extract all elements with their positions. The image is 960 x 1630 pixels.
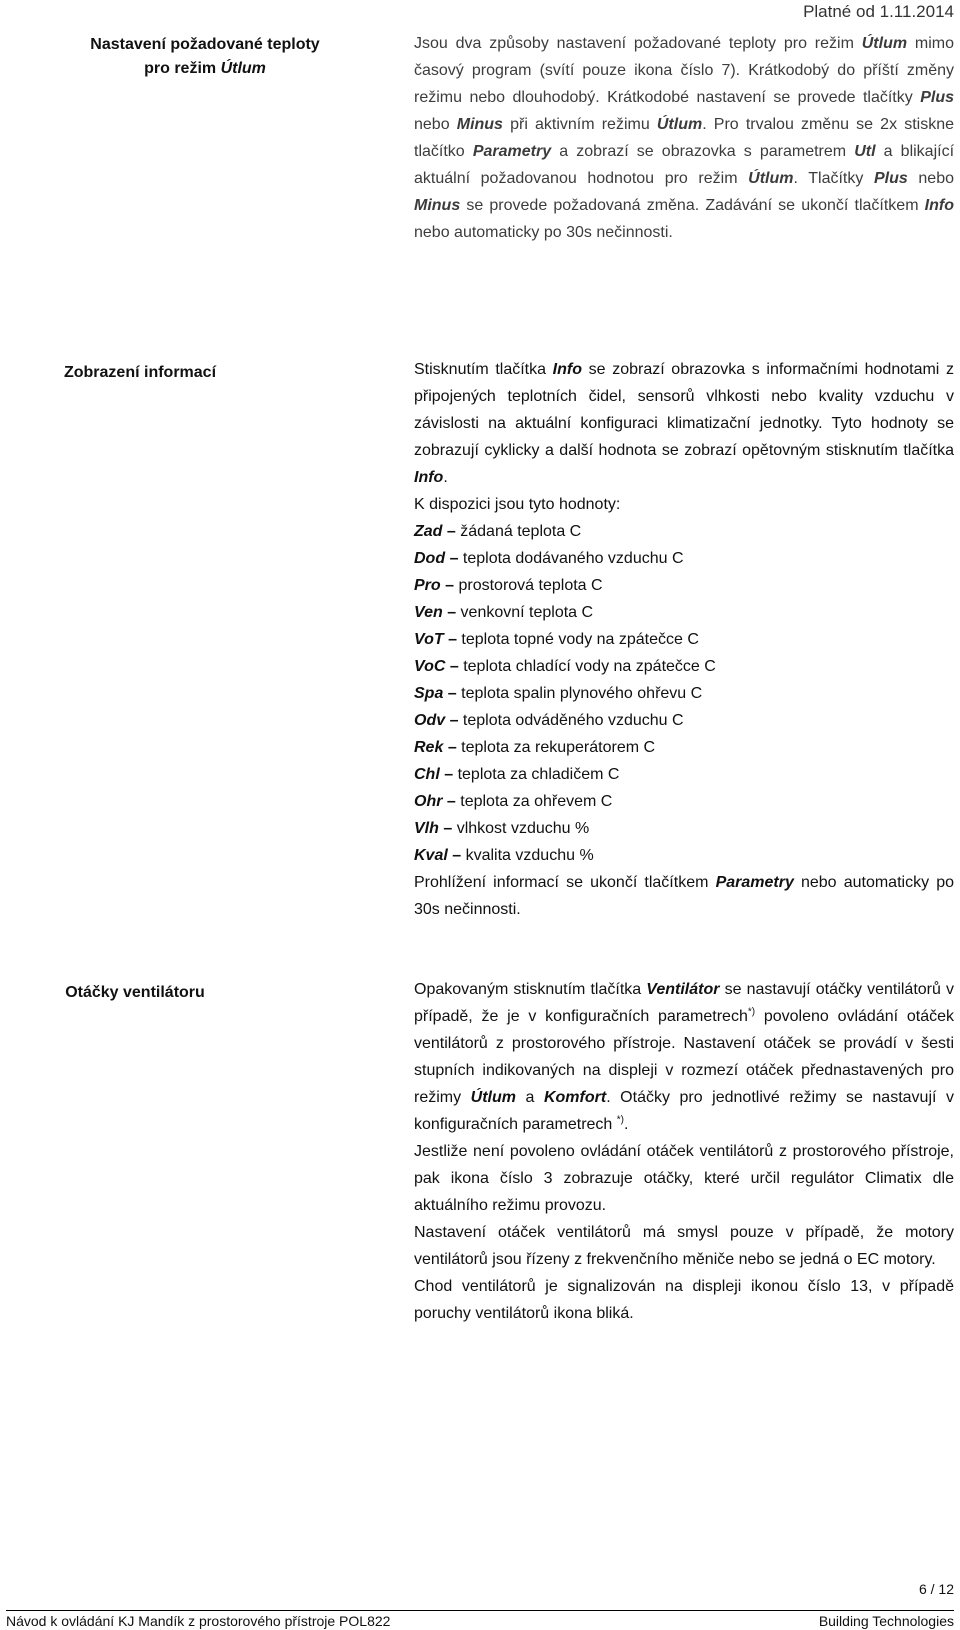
values-list	[414, 518, 954, 869]
value-item: Spa – teplota spalin plynového ohřevu C	[414, 685, 703, 702]
value-item: Ven – venkovní teplota C	[414, 604, 594, 621]
footer-document-title: Návod k ovládání KJ Mandík z prostorového přístroje POL822	[6, 1613, 391, 1629]
section-body-fan	[414, 976, 954, 1327]
value-item: Ohr – teplota za ohřevem C	[414, 793, 613, 810]
section-title-info: Zobrazení informací	[63, 364, 217, 381]
footer-divider	[6, 1610, 954, 1611]
info-closing-paragraph: Prohlížení informací se ukončí tlačítkem Parametry nebo automaticky po 30s nečinnosti.	[414, 874, 954, 918]
value-item: Chl – teplota za chladičem C	[414, 766, 620, 783]
info-paragraph: Stisknutím tlačítka Info se zobrazí obrazovka s informačními hodnotami z připojených teplotních čidel, sensorů vlhkosti nebo kvality vzduchu v závislosti na aktuální konfiguraci klimatizační jednotky. Tyto hodnoty se zobrazují cyklicky a další hodnota se zobrazí opětovným stisknutím tlačítka Info.	[414, 361, 954, 486]
value-item: Odv – teplota odváděného vzduchu C	[414, 712, 684, 729]
fan-paragraph-1: Opakovaným stisknutím tlačítka Ventilátor se nastavují otáčky ventilátorů v případě, že je v konfiguračních parametrech*) povoleno ovládání otáček ventilátorů z prostorového přístroje. Nastavení otáček se provádí v šesti stupních indikovaných na displeji v rozmezí otáček přednastavených pro režimy Útlum a Komfort. Otáčky pro jednotlivé režimy se nastavují v konfiguračních parametrech *).	[414, 981, 954, 1133]
values-intro: K dispozici jsou tyto hodnoty:	[414, 496, 621, 513]
value-item: Rek – teplota za rekuperátorem C	[414, 739, 656, 756]
section-title-line2-em: Útlum	[220, 60, 266, 77]
section-title-fan: Otáčky ventilátoru	[65, 984, 205, 1001]
footer-company: Building Technologies	[818, 1613, 954, 1629]
fan-paragraph-3: Nastavení otáček ventilátorů má smysl pouze v případě, že motory ventilátorů jsou řízeny z frekvenčního měniče nebo se jedná o EC motory.	[414, 1224, 954, 1268]
value-item: Pro – prostorová teplota C	[414, 577, 603, 594]
section-title-utlum	[0, 33, 410, 81]
value-item: Vlh – vlhkost vzduchu %	[414, 820, 590, 837]
section-title-line1: Nastavení požadované teploty	[90, 36, 320, 53]
section-title-line2-prefix: pro režim	[144, 60, 221, 77]
validity-date: Platné od 1.11.2014	[803, 2, 954, 21]
fan-paragraph-4: Chod ventilátorů je signalizován na displeji ikonou číslo 13, v případě poruchy ventilátorů ikona bliká.	[414, 1278, 954, 1322]
utlum-paragraph: Jsou dva způsoby nastavení požadované teploty pro režim Útlum mimo časový program (svítí pouze ikona číslo 7). Krátkodobý do příští změny režimu nebo dlouhodobý. Krátkodobé nastavení se provede tlačítky Plus nebo Minus při aktivním režimu Útlum. Pro trvalou změnu se 2x stiskne tlačítko Parametry a zobrazí se obrazovka s parametrem Utl a blikající aktuální požadovanou hodnotou pro režim Útlum. Tlačítky Plus nebo Minus se provede požadovaná změna. Zadávání se ukončí tlačítkem Info nebo automaticky po 30s nečinnosti.	[414, 35, 955, 241]
page-number: 6 / 12	[918, 1581, 954, 1597]
value-item: Zad – žádaná teplota C	[414, 523, 582, 540]
section-body-utlum	[414, 30, 954, 246]
section-body-info	[414, 356, 954, 923]
value-item: VoT – teplota topné vody na zpátečce C	[414, 631, 699, 648]
value-item: Kval – kvalita vzduchu %	[414, 847, 594, 864]
value-item: VoC – teplota chladící vody na zpátečce C	[414, 658, 716, 675]
value-item: Dod – teplota dodávaného vzduchu C	[414, 550, 684, 567]
fan-paragraph-2: Jestliže není povoleno ovládání otáček ventilátorů z prostorového přístroje, pak ikona číslo 3 zobrazuje otáčky, které určil regulátor Climatix dle aktuálního režimu provozu.	[414, 1143, 954, 1214]
